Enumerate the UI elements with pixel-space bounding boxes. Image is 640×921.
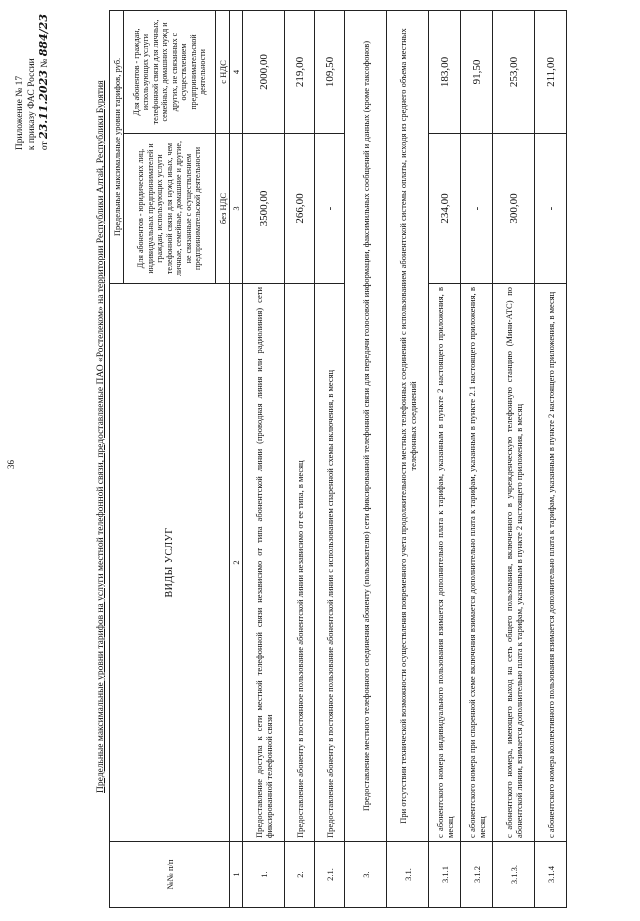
row-number: 3.1.4 bbox=[535, 842, 567, 908]
table-row bbox=[535, 10, 567, 907]
header-no-vat: без НДС bbox=[216, 134, 230, 284]
row-number: 2. bbox=[285, 842, 315, 908]
page-number: 36 bbox=[6, 460, 16, 469]
column-index: 1 bbox=[230, 842, 243, 908]
column-index-row bbox=[230, 10, 243, 907]
header-legal-entities: Для абонентов - юридических лиц, индивидуальных предпринимателей и граждан, использующих услуги телефонной связи для нужд иных, чем личные, семейные, домашние и другие, не связанные с осуществлением предпринимательской деятельности bbox=[124, 134, 216, 284]
row-tariff-citizens: 211,00 bbox=[535, 10, 567, 133]
handwritten-date: 23.11.2023 bbox=[37, 70, 50, 140]
table-row bbox=[461, 10, 493, 907]
row-service: с абонентского номера коллективного пользования взимается дополнительно плата к тарифам, указанным в пункте 2 настоящего приложения, в месяц bbox=[535, 284, 567, 842]
table-row bbox=[315, 10, 345, 907]
appendix-line-1: Приложение № 17 bbox=[15, 75, 25, 151]
row-tariff-legal: - bbox=[461, 134, 493, 284]
header-with-vat: с НДС bbox=[216, 10, 230, 133]
row-number: 3.1. bbox=[387, 842, 429, 908]
row-tariff-legal: 266,00 bbox=[285, 134, 315, 284]
row-tariff-citizens: 109,50 bbox=[315, 10, 345, 133]
row-tariff-legal: - bbox=[315, 134, 345, 284]
table-header-row bbox=[110, 10, 124, 907]
row-service: с абонентского номера индивидуального пользования взимается дополнительно плата к тарифам, указанным в пункте 2 настоящего приложения, в месяц bbox=[429, 284, 461, 842]
appendix-date-line bbox=[38, 14, 51, 150]
row-service: Предоставление абоненту в постоянное пользование абонентской линии с использованием спаренной схемы включения, в месяц bbox=[315, 284, 345, 842]
row-service: с абонентского номера, имеющего выход на сеть общего пользования, включенного в учрежденческую телефонную станцию (Мини-АТС) по абонентской линии, взимается дополнительно плата к тарифам, указанным в пункте 2 настоящего приложения, в месяц bbox=[493, 284, 535, 842]
row-service: Предоставление доступа к сети местной телефонной связи независимо от типа абонентской линии (проводная линия или радиолиния) сети фиксированной телефонной связи bbox=[243, 284, 285, 842]
table-row bbox=[285, 10, 315, 907]
row-number: 3. bbox=[345, 842, 387, 908]
header-tariffs-col: Предельные максимальные уровни тарифов, руб. bbox=[110, 10, 124, 283]
row-tariff-citizens: 2000,00 bbox=[243, 10, 285, 133]
row-tariff-legal: 300,00 bbox=[493, 134, 535, 284]
column-index: 2 bbox=[230, 284, 243, 842]
row-tariff-citizens: 253,00 bbox=[493, 10, 535, 133]
tariff-table bbox=[109, 10, 567, 908]
row-service: Предоставление абоненту в постоянное пользование абонентской линии независимо от ее типа, в месяц bbox=[285, 284, 315, 842]
row-tariff-legal: 234,00 bbox=[429, 134, 461, 284]
table-row bbox=[429, 10, 461, 907]
handwritten-number: 884/23 bbox=[37, 14, 50, 57]
column-index: 3 bbox=[230, 134, 243, 284]
row-number: 3.1.2 bbox=[461, 842, 493, 908]
header-citizens: Для абонентов - граждан, использующих услуги телефонной связи для личных, семейных, домашних нужд и других, не связанных с осуществлением предпринимательской деятельности bbox=[124, 10, 216, 133]
section-heading: При отсутствии технической возможности осуществления повременного учета продолжительности местных телефонных соединений с использованием абонентской системы оплаты, исходя из среднего объема местных телефонных соединений bbox=[387, 10, 429, 841]
row-tariff-citizens: 183,00 bbox=[429, 10, 461, 133]
section-row bbox=[345, 10, 387, 907]
header-services-col: ВИДЫ УСЛУГ bbox=[110, 284, 230, 842]
appendix-number-prefix: № bbox=[40, 58, 50, 68]
row-number: 3.1.1 bbox=[429, 842, 461, 908]
row-number: 1. bbox=[243, 842, 285, 908]
appendix-line-2: к приказу ФАС России bbox=[27, 58, 37, 151]
row-tariff-legal: 3500,00 bbox=[243, 134, 285, 284]
row-number: 2.1. bbox=[315, 842, 345, 908]
appendix-block bbox=[14, 14, 51, 150]
table-row bbox=[493, 10, 535, 907]
row-number: 3.1.3. bbox=[493, 842, 535, 908]
table-row bbox=[243, 10, 285, 907]
row-service: с абонентского номера при спаренной схеме включения взимается дополнительно плата к тарифам, указанным в пункте 2.1 настоящего приложения, в месяц bbox=[461, 284, 493, 842]
header-number-col: №№ п/п bbox=[110, 842, 230, 908]
section-heading: Предоставление местного телефонного соединения абоненту (пользователю) сети фиксированной телефонной связи для передачи голосовой информации, факсимильных сообщений и данных (кроме таксофонов) bbox=[345, 10, 387, 841]
appendix-date-prefix: от bbox=[40, 141, 50, 151]
document-title: Предельные максимальные уровни тарифов на услуги местной телефонной связи, предоставляемые ПАО «Ростелеком» на территории Республики Алтай, Республики Бурятия bbox=[96, 80, 106, 793]
row-tariff-citizens: 219,00 bbox=[285, 10, 315, 133]
row-tariff-citizens: 91,50 bbox=[461, 10, 493, 133]
column-index: 4 bbox=[230, 10, 243, 133]
row-tariff-legal: - bbox=[535, 134, 567, 284]
section-row bbox=[387, 10, 429, 907]
